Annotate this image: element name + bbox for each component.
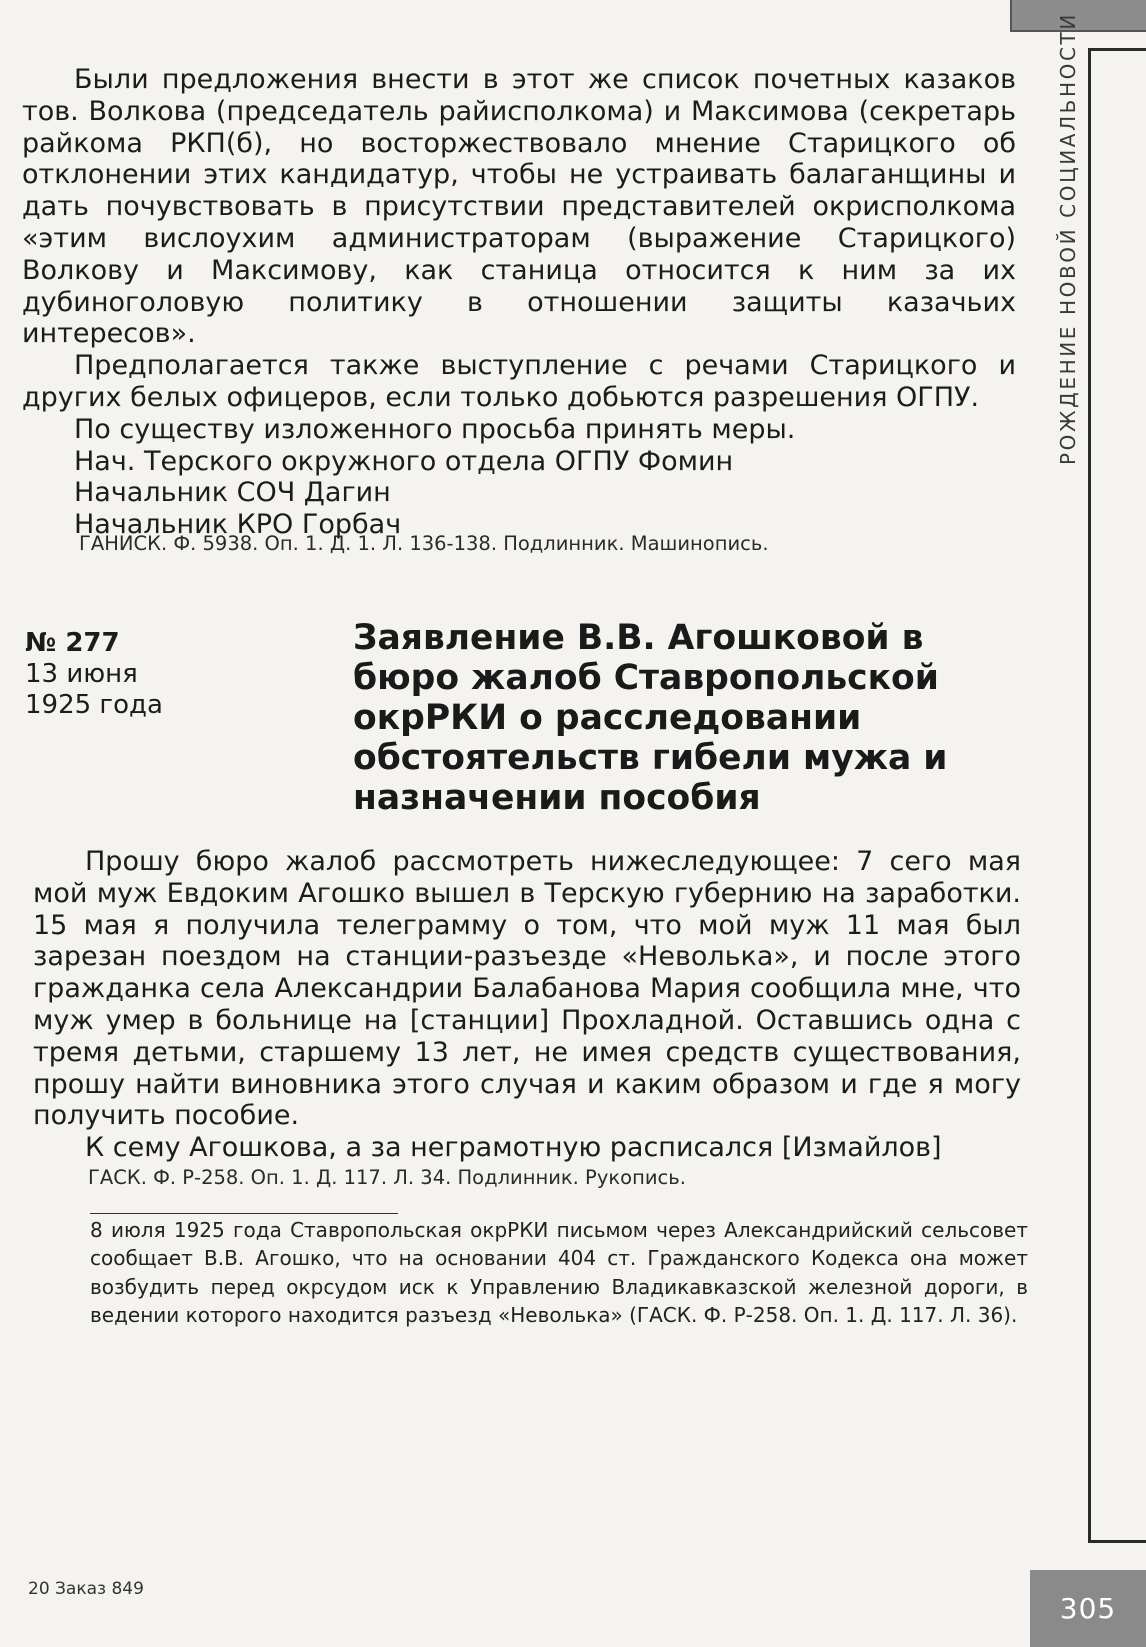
margin-frame xyxy=(1088,48,1146,1543)
page-number: 305 xyxy=(1030,1570,1146,1647)
document-date: 13 июня xyxy=(25,659,138,689)
request-line: По существу изложенного просьба принять меры. xyxy=(74,413,796,445)
document-title: Заявление В.В. Агошковой в бюро жалоб Ставропольской окрРКИ о расследовании обстоятельств гибели мужа и назначении пособия xyxy=(353,618,948,818)
running-head-text: РОЖДЕНИЕ НОВОЙ СОЦИАЛЬНОСТИ xyxy=(1056,12,1080,465)
previous-document-text xyxy=(22,64,1016,541)
document-number: № 277 xyxy=(25,628,120,658)
closing-line: К сему Агошкова, а за неграмотную расписался [Измайлов] xyxy=(85,1132,942,1164)
footnote: 8 июля 1925 года Ставропольская окрРКИ письмом через Александрийский сельсовет сообщает В.В. Агошко, что на основании 404 ст. Гражданского Кодекса она может возбудить перед окрсудом иск к Управлению Владикавказской железной дороги, в ведении которого находится разъезд «Неволька» (ГАСК. Ф. Р-258. Оп. 1. Д. 117. Л. 36). xyxy=(90,1218,1028,1328)
document-year: 1925 года xyxy=(25,690,163,720)
signature-line: Начальник СОЧ Дагин xyxy=(74,477,391,509)
document-body xyxy=(33,846,1021,1164)
archive-source: ГАНИСК. Ф. 5938. Оп. 1. Д. 1. Л. 136-138. Подлинник. Машинопись. xyxy=(79,532,769,555)
signature-line: Начальник КРО Горбач xyxy=(74,509,402,541)
paragraph: Прошу бюро жалоб рассмотреть нижеследующее: 7 сего мая мой муж Евдоким Агошко вышел в Терскую губернию на заработки. 15 мая я получила телеграмму о том, что мой муж 11 мая был зарезан поездом на станции-разъезде «Неволька», и после этого гражданка села Александрии Балабанова Мария сообщила мне, что муж умер в больнице на [станции] Прохладной. Оставшись одна с тремя детьми, старшему 13 лет, не имея средств существования, прошу найти виновника этого случая и каким образом и где я могу получить пособие. xyxy=(33,846,1021,1132)
footnote-divider xyxy=(90,1213,398,1214)
paragraph: Были предложения внести в этот же список почетных казаков тов. Волкова (председатель райисполкома) и Максимова (секретарь райкома РКП(б), но восторжествовало мнение Старицкого об отклонении этих кандидатур, чтобы не устраивать балаганщины и дать почувствовать в присутствии представителей окрисполкома «этим вислоухим администраторам (выражение Старицкого) Волкову и Максимову, как станица относится к ним за их дубиноголовую политику в отношении защиты казачьих интересов». xyxy=(22,64,1016,350)
print-order-number: 20 Заказ 849 xyxy=(28,1579,144,1599)
signature-line: Нач. Терского окружного отдела ОГПУ Фомин xyxy=(74,445,734,477)
archive-source: ГАСК. Ф. Р-258. Оп. 1. Д. 117. Л. 34. Подлинник. Рукопись. xyxy=(88,1166,686,1189)
document-number-block xyxy=(25,628,163,721)
paragraph: Предполагается также выступление с речами Старицкого и других белых офицеров, если только добьются разрешения ОГПУ. xyxy=(22,350,1016,413)
